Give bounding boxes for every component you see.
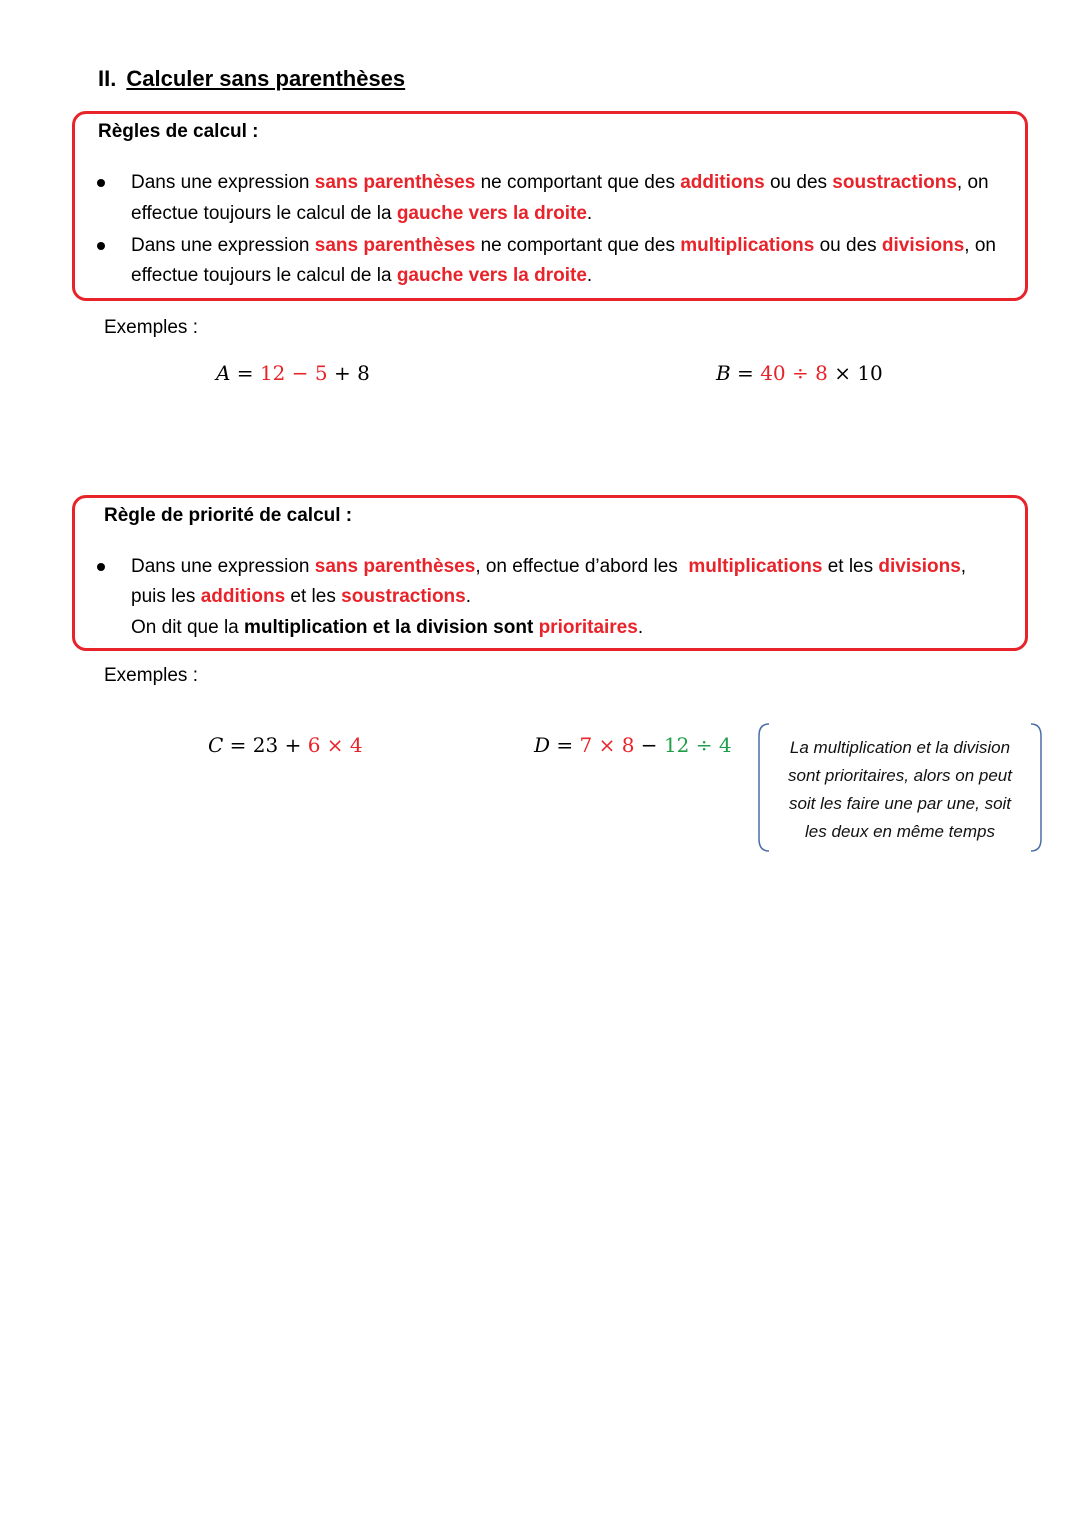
text: . [586,203,593,224]
highlight: sans parenthèses [314,172,476,193]
rules-bullet-1-line-1 [131,171,989,195]
highlight: divisions [878,556,961,577]
highlight: sans parenthèses [314,556,476,577]
section-title [98,66,405,92]
text: Dans une expression [131,556,315,577]
highlight: sans parenthèses [314,235,476,256]
text: ne comportant que des [475,172,681,193]
text: et les [285,586,342,607]
highlight: divisions [881,235,965,256]
text: ou des [764,172,833,193]
text: . [637,617,644,638]
variable: B [716,361,731,385]
highlight: soustractions [832,172,957,193]
highlight: soustractions [341,586,466,607]
highlight: 40 ÷ 8 [760,361,828,385]
text: . [586,265,593,286]
text: On dit que la [131,617,245,638]
text: , [960,556,967,577]
note-line: soit les faire une par une, soit [788,794,1012,813]
highlight: 12 − 5 [259,361,328,385]
text: , on effectue d’abord les [475,556,689,577]
text: . [465,586,472,607]
section-title-text: Calculer sans parenthèses [126,66,406,91]
bullet-icon [97,563,105,571]
priority-title: Règle de priorité de calcul : [104,505,353,526]
note-line: les deux en même temps [805,822,995,841]
examples-label: Exemples : [104,317,198,338]
highlight: multiplications [680,235,815,256]
highlight: multiplications [688,556,823,577]
text: 23 + [252,733,308,757]
highlight: 7 × 8 [579,733,635,757]
highlight-green: 12 ÷ 4 [663,733,732,757]
rules-bullet-2-line-2 [131,264,592,288]
note-callout [757,722,1043,853]
text: effectue toujours le calcul de la [131,203,397,224]
text: = [230,361,260,385]
note-text [757,734,1043,846]
highlight: gauche vers la droite [396,203,587,224]
text: , on [956,172,989,193]
text: Dans une expression [131,172,315,193]
expression-b [716,361,883,385]
text: + 8 [327,361,370,385]
text: − [634,733,664,757]
variable: D [534,733,551,757]
priority-line-1 [131,555,966,579]
highlight: prioritaires [538,617,638,638]
section-number: II. [98,66,117,91]
expression-d [534,733,732,757]
variable: A [216,361,231,385]
text: et les [822,556,879,577]
priority-line-3 [131,616,643,640]
note-line: La multiplication et la division [789,738,1011,757]
text: = [223,733,253,757]
text: ou des [814,235,882,256]
text: puis les [131,586,201,607]
examples-label: Exemples : [104,665,198,686]
rules-bullet-1-line-2 [131,202,592,226]
highlight: gauche vers la droite [396,265,587,286]
expression-a [216,361,370,385]
text: = [550,733,580,757]
highlight: additions [680,172,765,193]
bullet-icon [97,242,105,250]
text: effectue toujours le calcul de la [131,265,397,286]
rules-title: Règles de calcul : [98,121,259,142]
rules-bullet-2-line-1 [131,234,996,258]
text: , on [964,235,996,256]
highlight: additions [200,586,286,607]
highlight: 6 × 4 [307,733,363,757]
bold-text: multiplication et la division sont [244,617,534,638]
priority-line-2 [131,585,471,609]
bullet-icon [97,179,105,187]
text: ne comportant que des [475,235,681,256]
variable: C [208,733,224,757]
expression-c [208,733,363,757]
text: = [730,361,761,385]
text: × 10 [827,361,883,385]
note-line: sont prioritaires, alors on peut [788,766,1012,785]
text: Dans une expression [131,235,315,256]
